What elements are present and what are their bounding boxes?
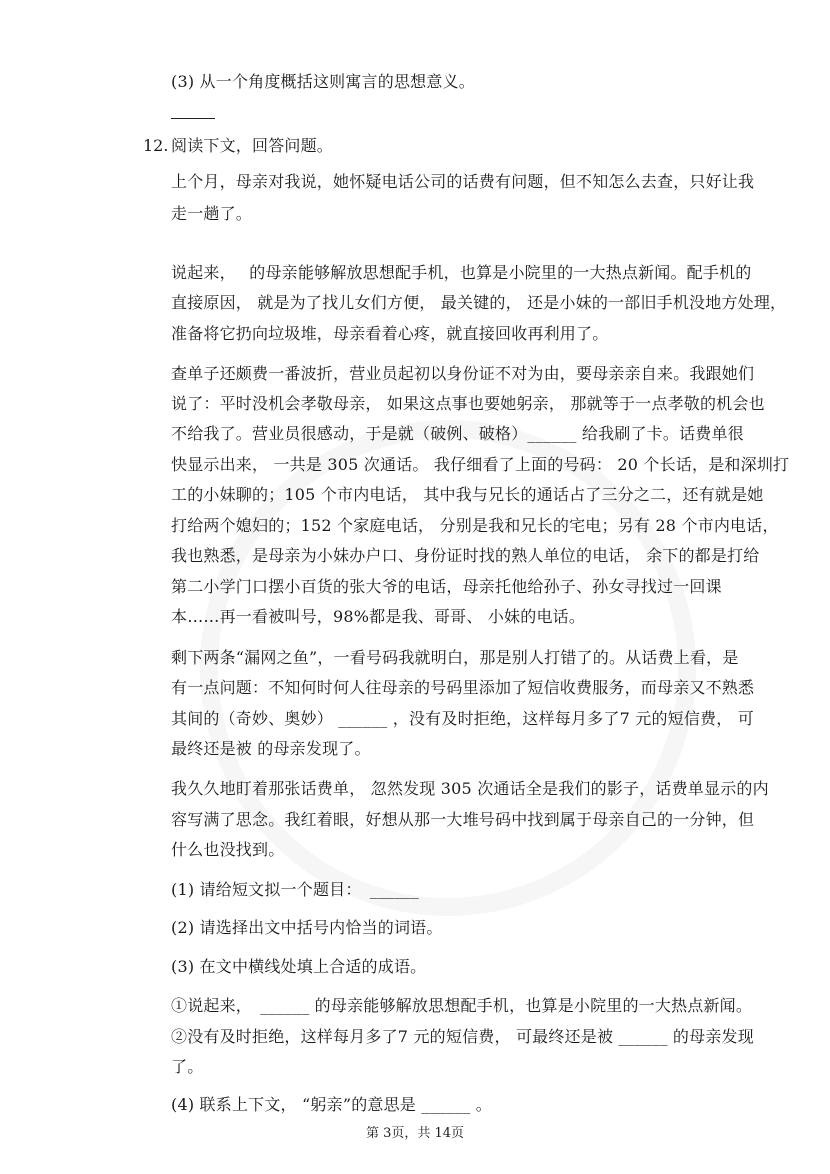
text-line: 最终还是被 的母亲发现了。 [171,739,371,758]
subquestion-3-item-1: ①说起来， ______ 的母亲能够解放思想配手机，也算是小院里的一大热点新闻。 [171,996,753,1015]
text-line: 工的小妹聊的；105 个市内电话， 其中我与兄长的通话占了三分之二，还有就是她 [171,485,764,504]
text-line: 有一点问题：不知何时何人往母亲的号码里添加了短信收费服务，而母亲又不熟悉 [171,678,755,697]
answer-blank-line [171,118,215,119]
text-line: 直接原因， 就是为了找儿女们方便， 最关键的， 还是小妹的一部旧手机没地方处理， [171,293,787,312]
text-line: 打给两个媳妇的；152 个家庭电话， 分别是我和兄长的宅电；另有 28 个市内电话， [171,516,779,535]
text-line: 不给我了。营业员很感动，于是就（破例、破格）______ 给我刷了卡。话费单很 [171,424,744,443]
text-line: 第二小学门口摆小百货的张大爷的电话，母亲托他给孙子、孙女寻找过一回课 [171,577,722,596]
question-number: 12. [143,136,169,155]
prev-subquestion-3: (3) 从一个角度概括这则寓言的思想意义。 [171,72,475,91]
text-line: 什么也没找到。 [171,840,285,859]
text-line: 说起来， 的母亲能够解放思想配手机，也算是小院里的一大热点新闻。配手机的 [171,263,752,282]
text-line: 我久久地盯着那张话费单， 忽然发现 305 次通话全是我们的影子，话费单显示的内 [171,779,769,798]
text-line: 快显示出来， 一共是 305 次通话。 我仔细看了上面的号码： 20 个长话，是和深圳打 [171,455,790,474]
subquestion-1: (1) 请给短文拟一个题目： ______ [171,880,419,899]
subquestion-4: (4) 联系上下文， “躬亲”的意思是 ______ 。 [171,1095,492,1114]
subquestion-3-item-2: ②没有及时拒绝，这样每月多了7 元的短信费， 可最终还是被 ______ 的母亲发现 [171,1027,754,1046]
subquestion-3: (3) 在文中横线处填上合适的成语。 [171,957,427,976]
text-line: 剩下两条“漏网之鱼”，一看号码我就明白，那是别人打错了的。从话费上看，是 [171,648,739,667]
text-line: 容写满了思念。我红着眼，好想从那一大堆号码中找到属于母亲自己的一分钟，但 [171,810,755,829]
text-line: 其间的（奇妙、奥妙） ______ ，没有及时拒绝，这样每月多了7 元的短信费， 可 [171,709,754,728]
text-line: 查单子还颇费一番波折，营业员起初以身份证不对为由，要母亲亲自来。我跟她们 [171,364,755,383]
text-line: 走一趟了。 [171,204,253,223]
text-line: 上个月，母亲对我说，她怀疑电话公司的话费有问题，但不知怎么去查，只好让我 [171,172,755,191]
text-line: 说了：平时没机会孝敬母亲， 如果这点事也要她躬亲， 那就等于一点孝敬的机会也 [171,394,765,413]
text-line: 本……再一看被叫号，98%都是我、哥哥、 小妹的电话。 [171,607,586,626]
subquestion-2: (2) 请选择出文中括号内恰当的词语。 [171,918,443,937]
text-line: 准备将它扔向垃圾堆，母亲看着心疼，就直接回收再利用了。 [171,324,609,343]
page-footer: 第 3页，共 14页 [365,1126,465,1141]
question-prompt: 阅读下文，回答问题。 [171,136,334,155]
text-line: 我也熟悉，是母亲为小妹办户口、身份证时找的熟人单位的电话， 余下的都是打给 [171,546,760,565]
text-line: 了。 [171,1057,204,1076]
